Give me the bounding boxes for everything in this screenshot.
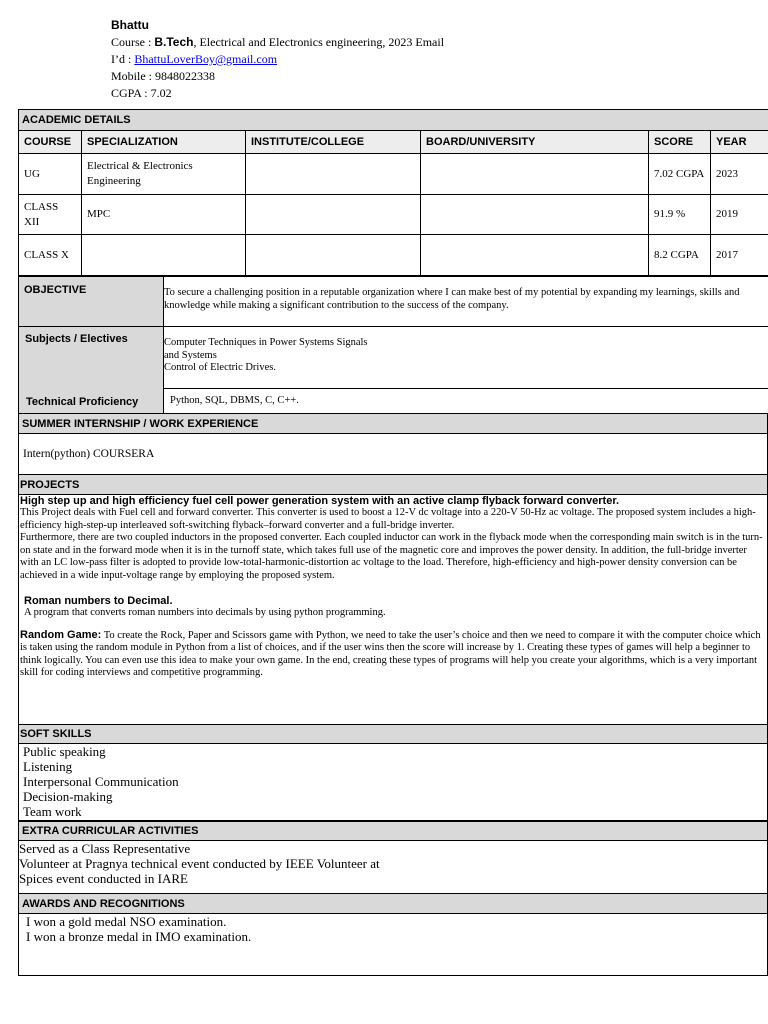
project-title: High step up and high efficiency fuel cell power generation system with an active clamp flyback forward converter. — [20, 495, 620, 507]
row-board — [421, 235, 649, 276]
row-institute — [246, 154, 421, 195]
col-specialization: SPECIALIZATION — [82, 131, 246, 154]
header-block — [111, 17, 444, 102]
list-item: Public speaking — [23, 744, 106, 759]
objective-label: OBJECTIVE — [19, 277, 164, 327]
email-link[interactable]: BhattuLoverBoy@gmail.com — [134, 52, 278, 66]
row-institute — [246, 195, 421, 235]
row-specialization: MPC — [82, 195, 246, 235]
list-item: Interpersonal Communication — [23, 774, 179, 789]
project-text: A program that converts roman numbers into decimals by using python programming. — [24, 607, 386, 618]
list-item: Listening — [23, 759, 73, 774]
row-score: 7.02 CGPA — [649, 154, 711, 195]
table-row — [19, 235, 768, 276]
row-course: CLASS XII — [19, 195, 82, 235]
row-year: 2017 — [711, 235, 768, 276]
row-course: CLASS X — [19, 235, 82, 276]
objective-text: To secure a challenging position in a reputable organization where I can make best of my potential by expanding my learnings, skills and knowledge while making a significant contribution to the success of the company. — [164, 277, 768, 327]
list-item: Team work — [23, 804, 82, 819]
soft-skills-list — [19, 744, 768, 821]
project-title: Random Game: — [20, 628, 102, 641]
awards-body — [19, 914, 768, 976]
col-course: COURSE — [19, 131, 82, 154]
col-score: SCORE — [649, 131, 711, 154]
cgpa-line: CGPA : 7.02 — [111, 86, 172, 100]
row-score: 91.9 % — [649, 195, 711, 235]
academic-table — [18, 109, 768, 276]
extra-table — [18, 821, 768, 894]
projects-section-title: PROJECTS — [19, 475, 768, 495]
technical-label: Technical Proficiency — [26, 396, 139, 408]
technical-text: Python, SQL, DBMS, C, C++. — [164, 389, 768, 414]
subjects-label: Subjects / Electives — [25, 333, 128, 345]
subjects-technical-label-cell — [19, 327, 164, 414]
soft-skills-section-title: SOFT SKILLS — [19, 725, 768, 744]
mobile-line: Mobile : 9848022338 — [111, 69, 215, 83]
subject-line: Computer Techniques in Power Systems Signals — [164, 337, 368, 348]
row-score: 8.2 CGPA — [649, 235, 711, 276]
col-year: YEAR — [711, 131, 768, 154]
subject-line: and Systems — [164, 349, 217, 361]
objective-table — [18, 276, 768, 414]
list-item: Decision-making — [23, 789, 113, 804]
email-line: I’d : BhattuLoverBoy@gmail.com — [111, 52, 278, 66]
project-text: Random Game: To create the Rock, Paper and Scissors game with Python, we need to take the user’s choice and then we need to compare it with the computer choice which is taken using the random module in Python from a list of choices, and if the user wins then the score will increase by 1. Creating these types of games will help a beginner to think logically. You can even use this idea to make your own game. In the end, creating these types of programs will help you create your algorithms, which is a very important skill for coding interviews and competitive programming. — [20, 628, 761, 678]
project-text: This Project deals with Fuel cell and forward converter. This converter is used to boost a 12-V dc voltage into a 220-V 50-Hz ac voltage. The proposed system includes a high-efficiency high-step-up interleaved soft-switching flyback–forward converter and a full-bridge inverter. — [20, 507, 756, 531]
awards-table — [18, 893, 768, 976]
projects-body — [19, 495, 768, 725]
list-item: Volunteer at Pragnya technical event conducted by IEEE Volunteer at — [19, 856, 380, 871]
course-line: Course : B.Tech, Electrical and Electronics engineering, 2023 Email — [111, 35, 445, 49]
list-item: I won a bronze medal in IMO examination. — [26, 929, 252, 944]
row-course: UG — [19, 154, 82, 195]
academic-header-row — [19, 131, 768, 154]
extra-section-title: EXTRA CURRICULAR ACTIVITIES — [19, 822, 768, 841]
extra-body — [19, 841, 768, 894]
row-specialization: Electrical & Electronics Engineering — [82, 154, 246, 195]
subject-line: Control of Electric Drives. — [164, 362, 276, 373]
subjects-text — [164, 327, 768, 389]
row-year: 2023 — [711, 154, 768, 195]
candidate-name: Bhattu — [111, 18, 149, 32]
projects-table — [18, 474, 768, 725]
row-specialization — [82, 235, 246, 276]
row-board — [421, 154, 649, 195]
soft-skills-table — [18, 724, 768, 821]
row-board — [421, 195, 649, 235]
table-row — [19, 154, 768, 195]
table-row — [19, 195, 768, 235]
internship-text: Intern(python) COURSERA — [19, 434, 768, 475]
list-item: Served as a Class Representative — [19, 841, 191, 856]
internship-table — [18, 413, 768, 475]
project-text: Furthermore, there are two coupled inductors in the proposed converter. Each coupled inductor can work in the flyback mode when the corresponding main switch is in the turn-on state and in the forward mode when it is in the turnoff state, which takes full use of the magnetic core and improves the power density. In addition, the full-bridge inverter with an LC low-pass filter is adopted to provide low-total-harmonic-distortion ac voltage to the load. Therefore, high-efficiency and high-power density conversion can be achieved in a wide input-voltage range by employing the proposed system. — [20, 532, 763, 581]
list-item: I won a gold medal NSO examination. — [26, 914, 227, 929]
list-item: Spices event conducted in IARE — [19, 871, 188, 886]
col-board: BOARD/UNIVERSITY — [421, 131, 649, 154]
row-year: 2019 — [711, 195, 768, 235]
row-institute — [246, 235, 421, 276]
academic-section-title: ACADEMIC DETAILS — [19, 110, 768, 131]
project-title: Roman numbers to Decimal. — [24, 595, 173, 607]
internship-section-title: SUMMER INTERNSHIP / WORK EXPERIENCE — [19, 414, 768, 434]
awards-section-title: AWARDS AND RECOGNITIONS — [19, 894, 768, 914]
col-institute: INSTITUTE/COLLEGE — [246, 131, 421, 154]
